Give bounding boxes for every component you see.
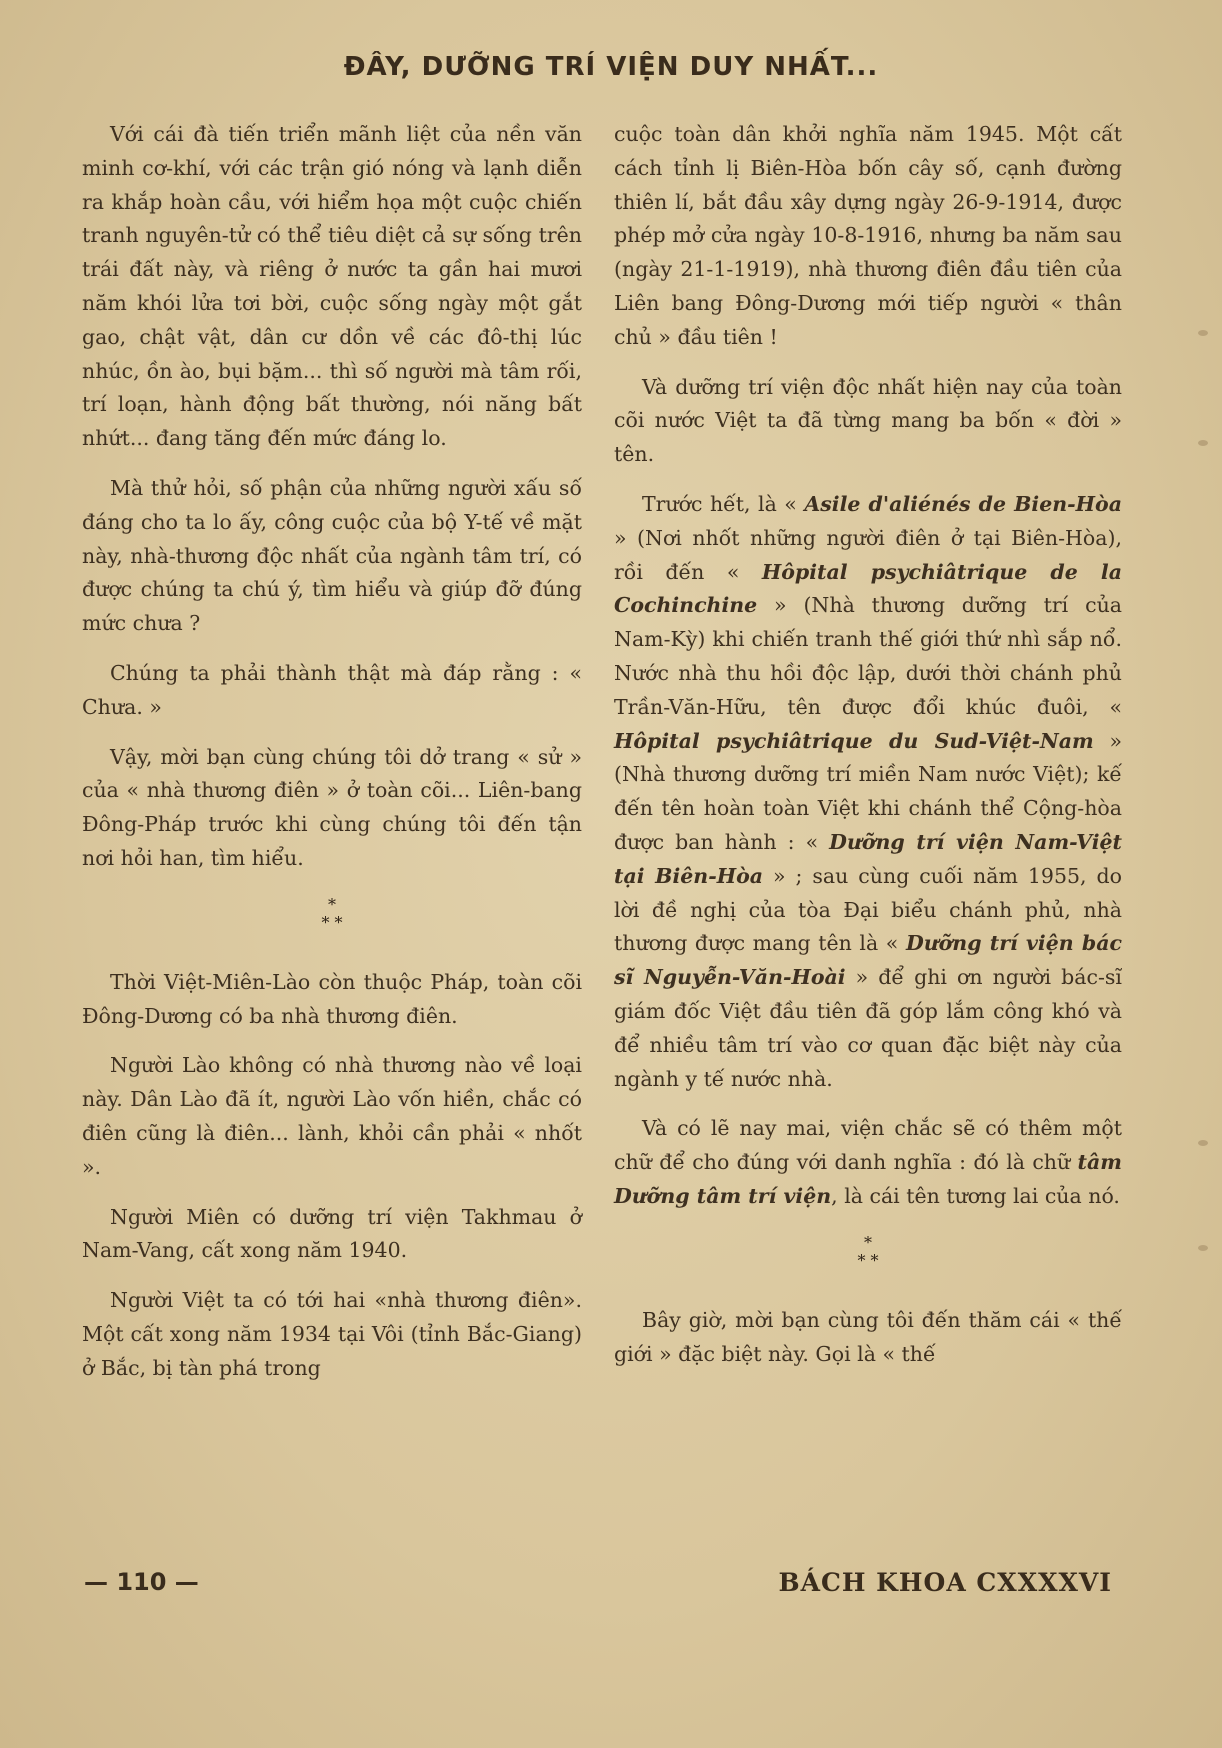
paper-fold-mark xyxy=(1198,330,1208,336)
text-run: Và có lẽ nay mai, viện chắc sẽ có thêm một chữ để cho đúng với danh nghĩa : đó là chữ xyxy=(614,1116,1122,1175)
paper-fold-mark xyxy=(1198,1140,1208,1146)
text-run: , là cái tên tương lai của nó. xyxy=(831,1183,1120,1208)
paragraph: cuộc toàn dân khởi nghĩa năm 1945. Một cất cách tỉnh lị Biên-Hòa bốn cây số, cạnh đường thiên lí, bắt đầu xây dựng ngày 26-9-1914, được phép mở cửa ngày 10-8-1916, nhưng ba năm sau (ngày 21-1-1919), nhà thương điên đầu tiên của Liên bang Đông-Dương mới tiếp người « thân chủ » đầu tiên ! xyxy=(614,122,1122,349)
paragraph: Thời Việt-Miên-Lào còn thuộc Pháp, toàn cõi Đông-Dương có ba nhà thương điên. xyxy=(82,969,582,1028)
italic-name: Hôpital psychiâtrique de la Cochinchine xyxy=(614,559,1122,618)
right-column xyxy=(614,118,1122,1387)
italic-name: Asile d'aliénés de Bien-Hòa xyxy=(804,491,1122,516)
paragraph: Với cái đà tiến triển mãnh liệt của nền văn minh cơ-khí, với các trận gió nóng và lạnh diễn ra khắp hoàn cầu, với hiểm họa một cuộc chiến tranh nguyên-tử có thể tiêu diệt cả sự sống trên trái đất này, và riêng ở nước ta gần hai mươi năm khói lửa tơi bời, cuộc sống ngày một gắt gao, chật vật, dân cư dồn về các đô-thị lúc nhúc, ồn ào, bụi bặm... thì số người mà tâm rối, trí loạn, hành động bất thường, nói năng bất nhứt... đang tăng đến mức đáng lo. xyxy=(82,122,582,451)
separator-star-top: * xyxy=(864,1232,872,1252)
italic-name: Dưỡng trí viện Nam-Việt tại Biên-Hòa xyxy=(614,829,1122,888)
separator-stars-bottom: * * xyxy=(857,1250,879,1270)
paragraph: Mà thử hỏi, số phận của những người xấu số đáng cho ta lo ấy, công cuộc của bộ Y-tế về mặt này, nhà-thương độc nhất của ngành tâm trí, có được chúng ta chú ý, tìm hiểu và giúp đỡ đúng mức chưa ? xyxy=(82,475,582,636)
paragraph: Vậy, mời bạn cùng chúng tôi dở trang « sử » của « nhà thương điên » ở toàn cõi... Liên-bang Đông-Pháp trước khi cùng chúng tôi đến tận nơi hỏi han, tìm hiểu. xyxy=(82,744,582,870)
italic-name: Hôpital psychiâtrique du Sud-Việt-Nam xyxy=(614,728,1094,753)
paragraph: Bây giờ, mời bạn cùng tôi đến thăm cái « thế giới » đặc biệt này. Gọi là « thế xyxy=(614,1307,1122,1366)
text-run: » (Nơi nhốt những người điên ở tại Biên-Hòa), rồi đến « xyxy=(614,525,1122,584)
section-separator xyxy=(614,1234,1122,1270)
paragraph: Và dưỡng trí viện độc nhất hiện nay của toàn cõi nước Việt ta đã từng mang ba bốn « đời » tên. xyxy=(614,374,1122,467)
paragraph: Người Miên có dưỡng trí viện Takhmau ở Nam-Vang, cất xong năm 1940. xyxy=(82,1204,582,1263)
section-separator xyxy=(82,896,582,932)
paragraph: Người Việt ta có tới hai «nhà thương điên». Một cất xong năm 1934 tại Vôi (tỉnh Bắc-Giang) ở Bắc, bị tàn phá trong xyxy=(82,1288,582,1380)
text-run: » (Nhà thương dưỡng trí miền Nam nước Việt); kế đến tên hoàn toàn Việt khi chánh thể Cộng-hòa được ban hành : « xyxy=(614,728,1122,854)
page-number: — 110 — xyxy=(84,1568,199,1596)
paragraph-future-name xyxy=(614,1112,1122,1213)
left-column xyxy=(82,118,582,1402)
separator-star-top: * xyxy=(328,894,336,914)
italic-name: tâm Dưỡng tâm trí viện xyxy=(614,1150,1122,1208)
running-head-title: ĐÂY, DƯỠNG TRÍ VIỆN DUY NHẤT... xyxy=(343,52,879,82)
paragraph-names-history xyxy=(614,488,1122,1096)
separator-stars-bottom: * * xyxy=(321,912,343,932)
paragraph: Người Lào không có nhà thương nào về loại này. Dân Lào đã ít, người Lào vốn hiền, chắc có điên cũng là điên... lành, khỏi cần phải « nhốt ». xyxy=(82,1053,582,1179)
text-run: » ; sau cùng cuối năm 1955, do lời đề nghị của tòa Đại biểu chánh phủ, nhà thương được mang tên là « xyxy=(614,863,1122,956)
journal-name: BÁCH KHOA CXXXXVI xyxy=(778,1568,1112,1597)
paper-fold-mark xyxy=(1198,1245,1208,1251)
paragraph: Chúng ta phải thành thật mà đáp rằng : « Chưa. » xyxy=(82,660,582,719)
text-run: Trước hết, là « xyxy=(642,491,805,516)
text-run: » (Nhà thương dưỡng trí của Nam-Kỳ) khi chiến tranh thế giới thứ nhì sắp nổ. Nước nhà thu hồi độc lập, dưới thời chánh phủ Trần-Văn-Hữu, tên được đổi khúc đuôi, « xyxy=(614,593,1122,719)
paper-fold-mark xyxy=(1198,440,1208,446)
italic-name: Dưỡng trí viện bác sĩ Nguyễn-Văn-Hoài xyxy=(614,931,1122,990)
text-run: » để ghi ơn người bác-sĩ giám đốc Việt đầu tiên đã góp lắm công khó và để nhiều tâm trí vào cơ quan đặc biệt này của ngành y tế nước nhà. xyxy=(614,965,1122,1091)
